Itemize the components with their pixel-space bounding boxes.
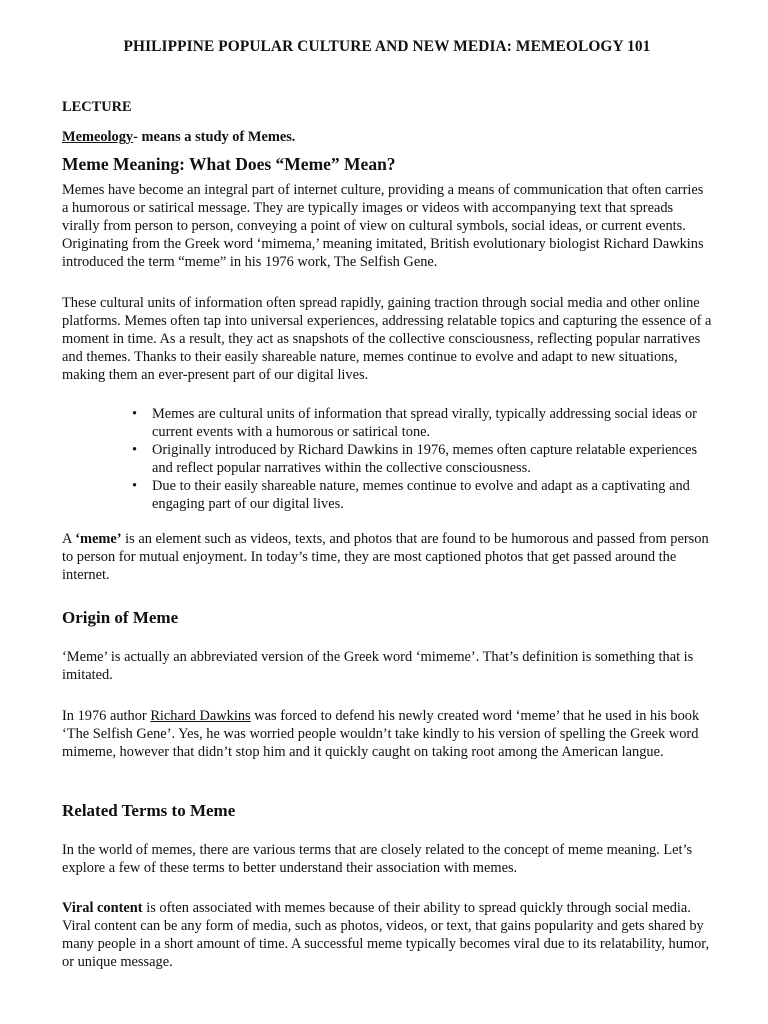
- memeology-definition: [62, 129, 295, 146]
- paragraph-origin-2: [62, 707, 712, 761]
- list-item: [132, 405, 712, 441]
- heading-meme-meaning: Meme Meaning: What Does “Meme” Mean?: [62, 154, 396, 174]
- bullet-icon: •: [132, 442, 138, 458]
- list-item: [132, 477, 712, 513]
- paragraph-origin-1: ‘Meme’ is actually an abbreviated version of the Greek word ‘mimeme’. That’s definition is something that is imitated.: [62, 649, 694, 683]
- bullet-text: Memes are cultural units of information that spread virally, typically addressing social ideas or current events with a humorous or satirical tone.: [152, 406, 697, 440]
- meme-def-prefix: A: [62, 531, 76, 547]
- list-item: [132, 441, 712, 477]
- section-label: LECTURE: [62, 99, 132, 115]
- heading-origin: Origin of Meme: [62, 608, 179, 627]
- origin-text-before: In 1976 author: [62, 708, 151, 724]
- summary-bullet-list: [132, 405, 712, 513]
- definition-text: - means a study of Memes.: [133, 129, 296, 145]
- bullet-icon: •: [132, 406, 138, 422]
- paragraph-related-terms: In the world of memes, there are various terms that are closely related to the concept of meme meaning. Let’s explore a few of these terms to better understand their association with memes.: [62, 842, 693, 876]
- document-title: PHILIPPINE POPULAR CULTURE AND NEW MEDIA: MEMEOLOGY 101: [123, 38, 651, 55]
- origin-text-after: was forced to defend his newly created word ‘meme’ that he used in his book ‘The Selfish Gene’. Yes, he was worried people wouldn’t take kindly to his version of spelling the Greek word mimeme, however that didn’t stop him and it quickly caught on taking root among the American langue.: [62, 708, 700, 760]
- paragraph-cultural-units: These cultural units of information often spread rapidly, gaining traction through social media and other online platforms. Memes often tap into universal experiences, addressing relatable topics and capturing the essence of a moment in time. As a result, they act as snapshots of the collective consciousness, reflecting popular narratives and themes. Thanks to their easily shareable nature, memes continue to evolve and adapt to new situations, making them an ever-present part of our digital lives.: [62, 295, 712, 383]
- richard-dawkins-link[interactable]: Richard Dawkins: [150, 708, 251, 724]
- paragraph-meme-meaning: Memes have become an integral part of internet culture, providing a means of communication that often carries a humorous or satirical message. They are typically images or videos with accompanying text that spreads virally from person to person, conveying a point of view on cultural symbols, social ideas, or current events. Originating from the Greek word ‘mimema,’ meaning imitated, British evolutionary biologist Richard Dawkins introduced the term “meme” in his 1976 work, The Selfish Gene.: [62, 182, 704, 270]
- paragraph-viral-content: [62, 899, 712, 971]
- heading-related-terms: Related Terms to Meme: [62, 801, 236, 820]
- viral-content-text: is often associated with memes because of their ability to spread quickly through social media. Viral content can be any form of media, such as photos, videos, or text, that gains popularity and gets shared by many people in a short amount of time. A successful meme typically becomes viral due to its relatability, humor, or unique message.: [62, 900, 710, 970]
- paragraph-meme-definition: [62, 530, 712, 584]
- viral-content-term: Viral content: [62, 900, 143, 916]
- definition-term: Memeology: [62, 129, 134, 145]
- bullet-icon: •: [132, 478, 138, 494]
- bullet-text: Originally introduced by Richard Dawkins in 1976, memes often capture relatable experiences and reflect popular narratives within the collective consciousness.: [152, 442, 698, 476]
- bullet-text: Due to their easily shareable nature, memes continue to evolve and adapt as a captivating and engaging part of our digital lives.: [152, 478, 690, 512]
- meme-def-text: is an element such as videos, texts, and photos that are found to be humorous and passed from person to person for mutual enjoyment. In today’s time, they are most captioned photos that get passed around the internet.: [62, 531, 709, 583]
- meme-def-term: ‘meme’: [75, 531, 122, 547]
